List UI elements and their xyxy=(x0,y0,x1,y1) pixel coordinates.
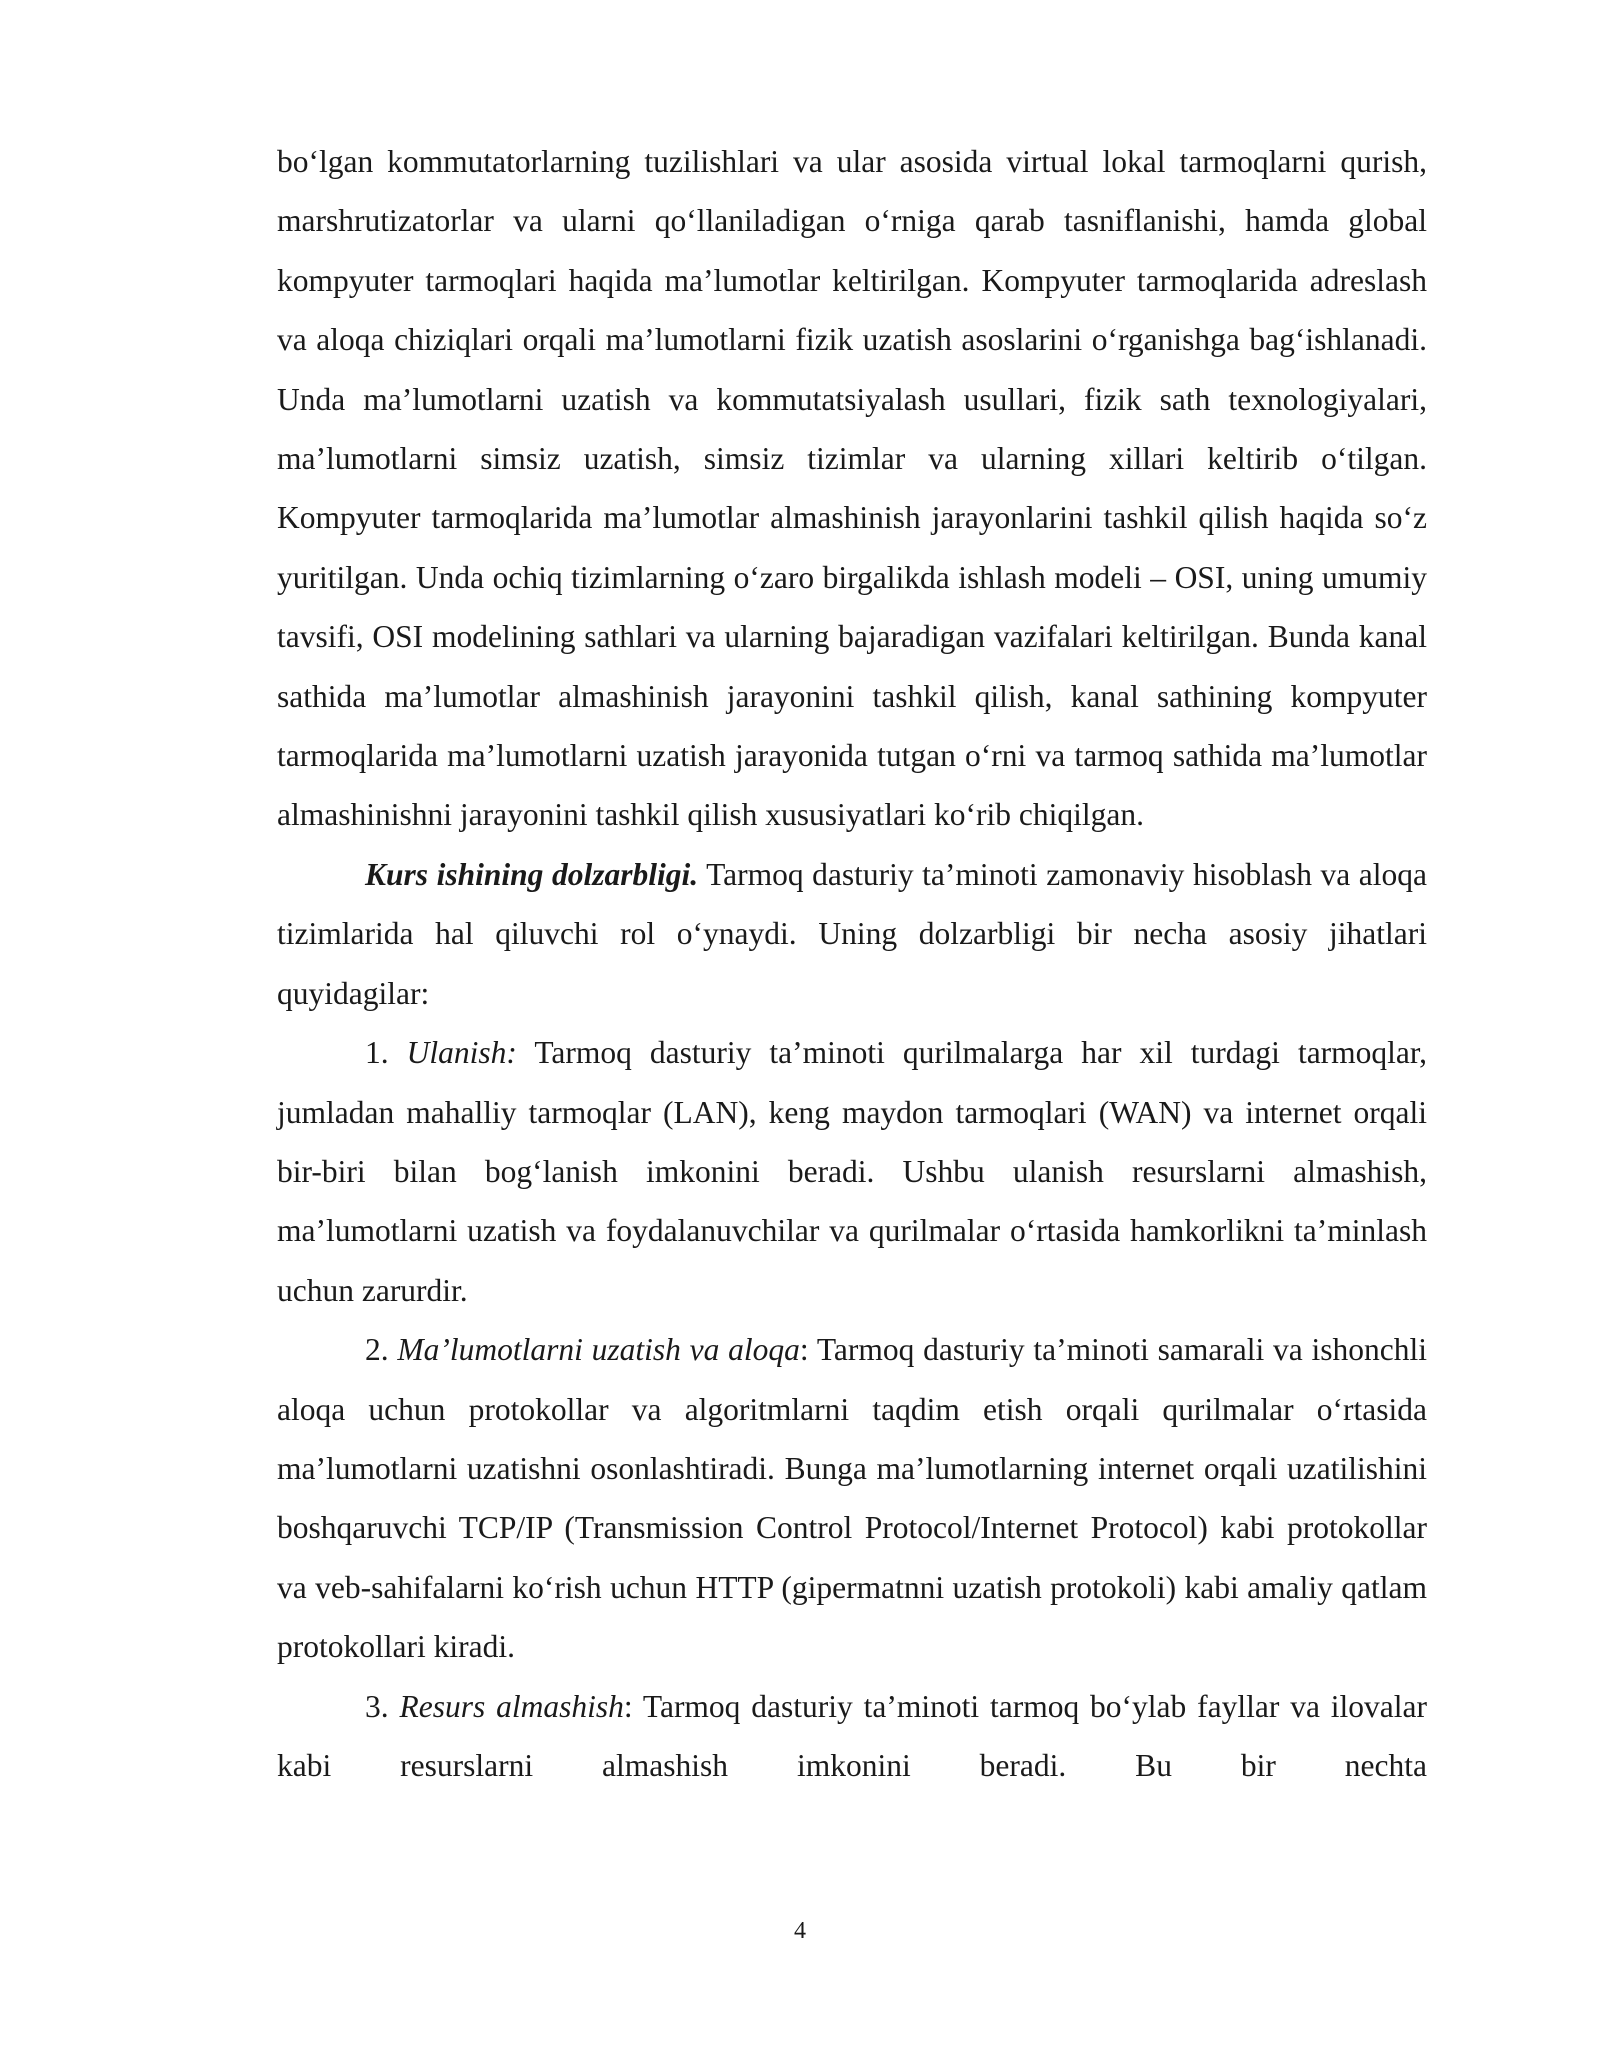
list-item-term: Ma’lumotlarni uzatish va aloqa xyxy=(397,1332,800,1368)
list-item-connectivity xyxy=(277,1023,1427,1320)
list-item-term: Ulanish: xyxy=(406,1035,517,1071)
list-item-data-transfer xyxy=(277,1320,1427,1676)
list-item-resource-sharing xyxy=(277,1677,1427,1796)
page-body xyxy=(277,132,1427,1795)
paragraph-continuation xyxy=(277,132,1427,845)
section-lead-heading: Kurs ishining dolzarbligi. xyxy=(365,856,699,892)
page-number: 4 xyxy=(794,1918,806,1944)
list-item-text: : Tarmoq dasturiy ta’minoti tarmoq bo‘ylab fayllar va ilovalar kabi resurslarni almashish imkonini beradi. Bu bir nechta xyxy=(277,1688,1427,1783)
list-item-text: : Tarmoq dasturiy ta’minoti samarali va ishonchli aloqa uchun protokollar va algoritmlarni taqdim etish orqali qurilmalar o‘rtasida ma’lumotlarni uzatishni osonlashtiradi. Bunga ma’lumotlarning internet orqali uzatilishini boshqaruvchi TCP/IP (Transmission Control Protocol/Internet Protocol) kabi protokollar va veb-sahifalarni ko‘rish uchun HTTP (gipermatnni uzatish protokoli) kabi amaliy qatlam protokollari kiradi. xyxy=(277,1332,1428,1665)
paragraph-text: Tarmoq dasturiy ta’minoti zamonaviy hisoblash va aloqa tizimlarida hal qiluvchi rol o‘ynaydi. Uning dolzarbligi bir necha asosiy jihatlari quyidagilar: xyxy=(277,856,1427,1011)
list-item-number: 1. xyxy=(365,1035,407,1071)
paragraph-relevance xyxy=(277,845,1427,1023)
list-item-text: Tarmoq dasturiy ta’minoti qurilmalarga har xil turdagi tarmoqlar, jumladan mahalliy tarmoqlar (LAN), keng maydon tarmoqlari (WAN) va internet orqali bir-biri bilan bog‘lanish imkonini beradi. Ushbu ulanish resurslarni almashish, ma’lumotlarni uzatish va foydalanuvchilar va qurilmalar o‘rtasida hamkorlikni ta’minlash uchun zarurdir. xyxy=(277,1035,1428,1308)
list-item-term: Resurs almashish xyxy=(399,1688,624,1724)
list-item-number: 3. xyxy=(365,1688,400,1724)
list-item-number: 2. xyxy=(365,1332,398,1368)
paragraph-text: bo‘lgan kommutatorlarning tuzilishlari va ular asosida virtual lokal tarmoqlarni qurish, marshrutizatorlar va ularni qo‘llaniladigan o‘rniga qarab tasniflanishi, hamda global kompyuter tarmoqlari haqida ma’lumotlar keltirilgan. Kompyuter tarmoqlarida adreslash va aloqa chiziqlari orqali ma’lumotlarni fizik uzatish asoslarini o‘rganishga bag‘ishlanadi. Unda ma’lumotlarni uzatish va kommutatsiyalash usullari, fizik sath texnologiyalari, ma’lumotlarni simsiz uzatish, simsiz tizimlar va ularning xillari keltirib o‘tilgan. Kompyuter tarmoqlarida ma’lumotlar almashinish jarayonlarini tashkil qilish haqida so‘z yuritilgan. Unda ochiq tizimlarning o‘zaro birgalikda ishlash modeli – OSI, uning umumiy tavsifi, OSI modelining sathlari va ularning bajaradigan vazifalari keltirilgan. Bunda kanal sathida ma’lumotlar almashinish jarayonini tashkil qilish, kanal sathining kompyuter tarmoqlarida ma’lumotlarni uzatish jarayonida tutgan o‘rni va tarmoq sathida ma’lumotlar almashinishni jarayonini tashkil qilish xususiyatlari ko‘rib chiqilgan. xyxy=(277,144,1427,833)
